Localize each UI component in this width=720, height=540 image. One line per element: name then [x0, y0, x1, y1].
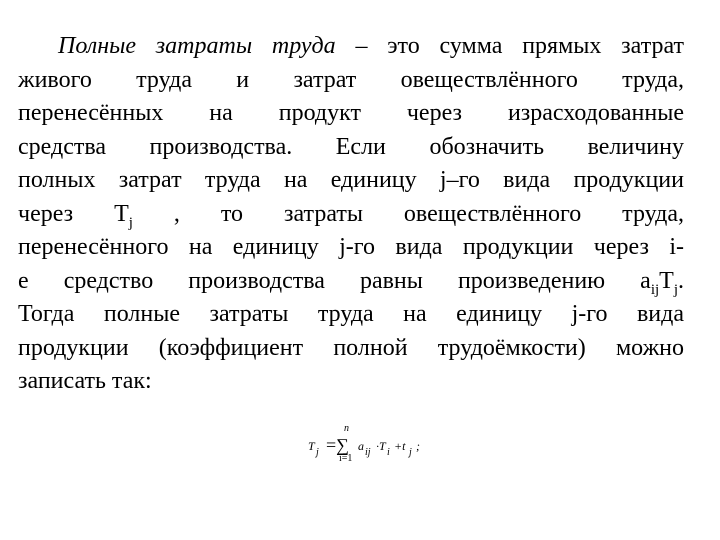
definition-paragraph [18, 30, 684, 399]
formula-sum-sign: =∑ [326, 435, 349, 455]
labor-intensity-formula [306, 423, 436, 469]
paragraph-line-9: Тогда полные затраты труда на единицу j-го вида [18, 301, 684, 327]
paragraph-line-4: средства производства. Если обозначить величину [18, 133, 684, 160]
formula-t-sub-j: j [409, 447, 412, 458]
term-full-labor-costs: Полные затраты труда [58, 33, 336, 59]
paragraph-line-11: записать так: [18, 368, 152, 394]
paragraph-line-7: перенесённого на единицу j-го вида продукции через i- [18, 234, 684, 260]
formula-lhs: T [308, 439, 315, 453]
formula-lhs-sub: j [316, 447, 319, 458]
paragraph-line-3: перенесённых на продукт через израсходованные [18, 100, 684, 126]
formula-a: a [358, 439, 364, 453]
paragraph-line-1: Полные затраты труда – это сумма прямых затрат [58, 33, 684, 59]
paragraph-line-10: продукции (коэффициент полной трудоёмкости) можно [18, 334, 684, 361]
paragraph-line-5: полных затрат труда на единицу j–го вида продукции [18, 167, 684, 193]
formula-upper-limit: n [344, 423, 349, 434]
formula-t: ·T [376, 439, 386, 453]
paragraph-line-8: е средство производства равны произведению $a_{ij}T_j$. [18, 267, 684, 298]
formula-end: ; [416, 439, 420, 453]
formula-plus-t: +t [394, 439, 406, 453]
paragraph-line-6: через $T_j$ , то затраты овеществлённого труда, [18, 200, 685, 231]
formula-lower-limit: i=1 [339, 453, 353, 464]
paragraph-line-2: живого труда и затрат овеществлённого труда, [18, 66, 684, 93]
formula-t-sub: i [387, 447, 390, 458]
formula-a-sub: ij [365, 447, 371, 458]
